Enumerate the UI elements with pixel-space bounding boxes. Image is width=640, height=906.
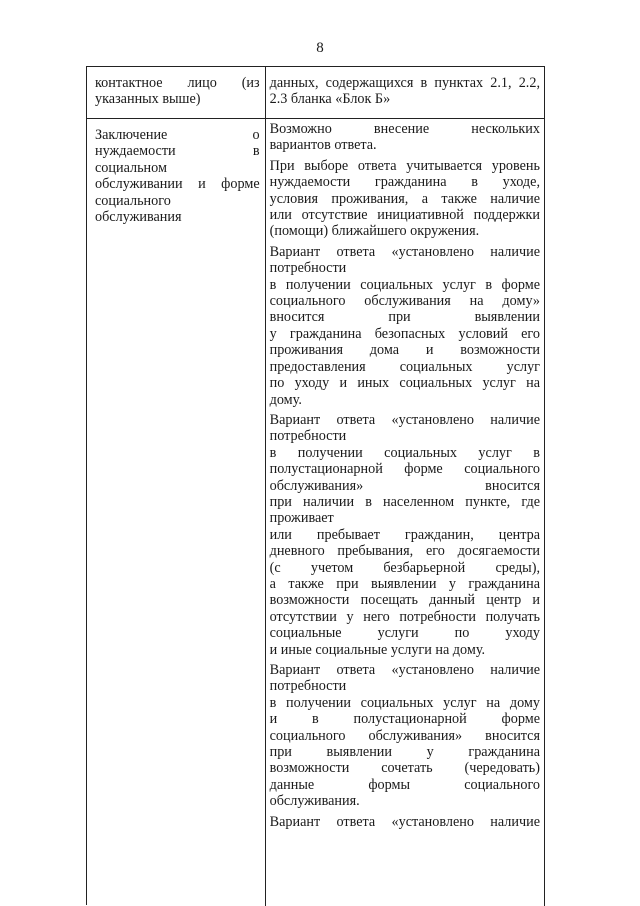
paragraph bbox=[270, 244, 540, 408]
text-line: в получении социальных услуг в форме bbox=[269, 276, 540, 293]
text-line: нуждаемости гражданина в уходе, bbox=[269, 174, 540, 191]
text-line: а также при выявлении у гражданина bbox=[269, 575, 540, 592]
paragraph bbox=[270, 412, 540, 658]
text-line: вариантов ответа. bbox=[269, 137, 377, 154]
row1-left-cell bbox=[87, 67, 266, 118]
text-line: по уходу и иных социальных услуг на bbox=[269, 375, 540, 392]
row2-left-line: социальном bbox=[95, 159, 167, 176]
text-line: обслуживания» вносится bbox=[269, 477, 540, 494]
text-line: дневного пребывания, его досягаемости bbox=[269, 543, 540, 560]
text-line: и в полустационарной форме bbox=[269, 711, 540, 728]
row1-right-cell bbox=[266, 67, 545, 118]
row1-right-line: 2.3 бланка «Блок Б» bbox=[269, 91, 391, 108]
text-line: (помощи) ближайшего окружения. bbox=[269, 223, 480, 240]
text-line: социального обслуживания» вносится bbox=[269, 727, 540, 744]
text-line: или отсутствие инициативной поддержки bbox=[269, 207, 540, 224]
text-line: Возможно внесение нескольких bbox=[269, 121, 540, 137]
table-row bbox=[87, 67, 545, 119]
text-line: проживания дома и возможности bbox=[269, 342, 540, 359]
page-number: 8 bbox=[316, 40, 324, 56]
row1-right-line: данных, содержащихся в пунктах 2.1, 2.2, bbox=[269, 75, 540, 91]
text-line: условия проживания, а также наличие bbox=[269, 190, 540, 207]
text-line: социального обслуживания на дому» bbox=[269, 293, 540, 310]
text-line: возможности сочетать (чередовать) bbox=[269, 760, 540, 777]
table-row bbox=[87, 119, 545, 906]
text-line: вносится при выявлении bbox=[269, 309, 540, 326]
text-line: При выборе ответа учитывается уровень bbox=[269, 157, 540, 174]
row2-left-line: Заключение о bbox=[95, 127, 260, 143]
text-line: полустационарной форме социального bbox=[269, 461, 540, 478]
paragraph bbox=[270, 814, 540, 830]
text-line: социальные услуги по уходу bbox=[269, 625, 540, 642]
text-line: возможности посещать данный центр и bbox=[269, 592, 540, 609]
text-line: Вариант ответа «установлено наличие bbox=[269, 411, 540, 428]
text-line: Вариант ответа «установлено наличие bbox=[269, 813, 540, 830]
text-line: в получении социальных услуг в bbox=[269, 444, 540, 461]
text-line: в получении социальных услуг на дому bbox=[269, 694, 540, 711]
text-line: и иные социальные услуги на дому. bbox=[269, 641, 486, 658]
text-line: потребности bbox=[269, 260, 347, 277]
text-line: у гражданина безопасных условий его bbox=[269, 325, 540, 342]
paragraph bbox=[270, 121, 540, 154]
text-line: (с учетом безбарьерной среды), bbox=[269, 559, 540, 576]
text-line: потребности bbox=[269, 678, 347, 695]
row2-left-line: обслуживания bbox=[95, 209, 182, 226]
text-line: потребности bbox=[269, 428, 347, 445]
text-line: обслуживания. bbox=[269, 793, 360, 810]
row2-left-cell bbox=[87, 119, 266, 906]
text-line: при выявлении у гражданина bbox=[269, 744, 540, 761]
text-line: при наличии в населенном пункте, где bbox=[269, 493, 540, 510]
row2-right-cell bbox=[266, 119, 545, 906]
text-line: или пребывает гражданин, центра bbox=[269, 526, 540, 543]
row2-left-line: обслуживании и форме bbox=[95, 176, 260, 193]
row2-left-line: нуждаемости в bbox=[95, 143, 260, 160]
paragraph bbox=[270, 158, 540, 240]
text-line: дому. bbox=[269, 391, 302, 408]
text-line: проживает bbox=[269, 510, 334, 527]
row2-left-line: социального bbox=[95, 192, 171, 209]
row1-left-line: контактное лицо (из bbox=[95, 75, 260, 91]
text-line: Вариант ответа «установлено наличие bbox=[269, 243, 540, 260]
paragraph bbox=[270, 662, 540, 810]
document-table bbox=[86, 66, 545, 905]
text-line: Вариант ответа «установлено наличие bbox=[269, 662, 540, 678]
row1-left-line: указанных выше) bbox=[95, 91, 201, 108]
text-line: данные формы социального bbox=[269, 776, 540, 793]
text-line: предоставления социальных услуг bbox=[269, 358, 540, 375]
text-line: отсутствии у него потребности получать bbox=[269, 608, 540, 625]
